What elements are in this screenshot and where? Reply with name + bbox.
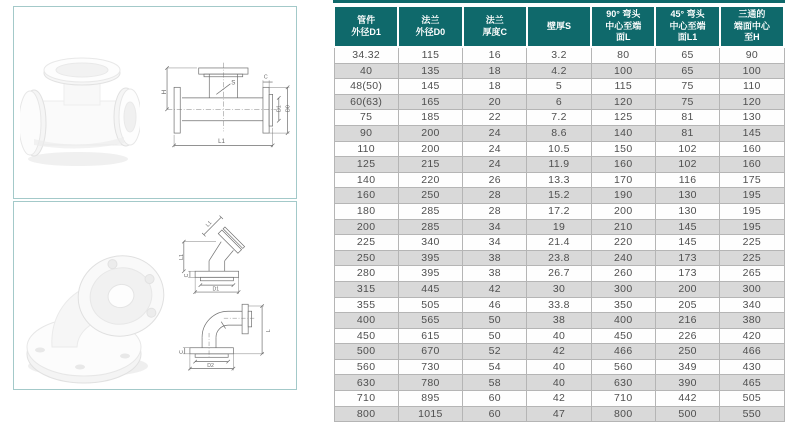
table-cell: 24 xyxy=(463,157,527,173)
table-cell: 60 xyxy=(463,406,527,422)
table-cell: 185 xyxy=(398,110,462,126)
table-cell: 120 xyxy=(720,94,784,110)
table-row xyxy=(334,266,784,282)
table-cell: 565 xyxy=(398,313,462,329)
table-cell: 60 xyxy=(463,391,527,407)
table-cell: 195 xyxy=(720,188,784,204)
table-cell: 505 xyxy=(720,391,784,407)
table-row xyxy=(334,188,784,204)
table-cell: 81 xyxy=(655,125,719,141)
table-cell: 13.3 xyxy=(527,172,591,188)
table-cell: 349 xyxy=(655,359,719,375)
table-cell: 38 xyxy=(463,250,527,266)
table-cell: 1015 xyxy=(398,406,462,422)
table-row xyxy=(334,157,784,173)
table-cell: 195 xyxy=(720,219,784,235)
table-cell: 670 xyxy=(398,344,462,360)
table-row xyxy=(334,79,784,95)
table-cell: 466 xyxy=(591,344,655,360)
table-cell: 170 xyxy=(591,172,655,188)
table-row xyxy=(334,125,784,141)
table-cell: 16 xyxy=(463,47,527,63)
table-cell: 450 xyxy=(591,328,655,344)
table-cell: 315 xyxy=(334,281,398,297)
table-cell: 3.2 xyxy=(527,47,591,63)
table-cell: 205 xyxy=(655,297,719,313)
table-cell: 24 xyxy=(463,125,527,141)
table-cell: 220 xyxy=(591,235,655,251)
table-cell: 140 xyxy=(334,172,398,188)
table-cell: 200 xyxy=(591,203,655,219)
table-cell: 40 xyxy=(527,375,591,391)
dim-label-s: S xyxy=(231,79,236,87)
table-cell: 18 xyxy=(463,63,527,79)
table-cell: 350 xyxy=(591,297,655,313)
table-cell: 780 xyxy=(398,375,462,391)
spec-table xyxy=(333,0,785,422)
table-cell: 102 xyxy=(655,157,719,173)
dim-label-c: C xyxy=(263,74,268,81)
table-cell: 90 xyxy=(720,47,784,63)
elbow-drawings xyxy=(176,206,276,386)
table-cell: 75 xyxy=(334,110,398,126)
table-row xyxy=(334,391,784,407)
dim-label-c90: C xyxy=(178,350,185,354)
table-cell: 11.9 xyxy=(527,157,591,173)
dim-label-h: H xyxy=(161,89,169,95)
dim-label-d2: D2 xyxy=(207,362,214,369)
table-cell: 60(63) xyxy=(334,94,398,110)
table-cell: 210 xyxy=(591,219,655,235)
table-cell: 340 xyxy=(720,297,784,313)
table-cell: 225 xyxy=(334,235,398,251)
table-cell: 630 xyxy=(591,375,655,391)
table-cell: 160 xyxy=(720,157,784,173)
table-cell: 52 xyxy=(463,344,527,360)
table-cell: 102 xyxy=(655,141,719,157)
table-cell: 81 xyxy=(655,110,719,126)
table-cell: 420 xyxy=(720,328,784,344)
table-cell: 125 xyxy=(334,157,398,173)
table-cell: 390 xyxy=(655,375,719,391)
table-cell: 33.8 xyxy=(527,297,591,313)
table-cell: 65 xyxy=(655,63,719,79)
table-cell: 130 xyxy=(655,188,719,204)
table-row xyxy=(334,359,784,375)
table-cell: 5 xyxy=(527,79,591,95)
table-cell: 15.2 xyxy=(527,188,591,204)
table-cell: 710 xyxy=(591,391,655,407)
table-cell: 21.4 xyxy=(527,235,591,251)
table-row xyxy=(334,344,784,360)
table-cell: 110 xyxy=(720,79,784,95)
table-cell: 800 xyxy=(591,406,655,422)
table-cell: 18 xyxy=(463,79,527,95)
table-cell: 17.2 xyxy=(527,203,591,219)
table-cell: 4.2 xyxy=(527,63,591,79)
table-cell: 165 xyxy=(398,94,462,110)
table-cell: 450 xyxy=(334,328,398,344)
column-header: 45° 弯头 中心至端 面L1 xyxy=(655,6,719,47)
column-header: 法兰 外径D0 xyxy=(398,6,462,47)
table-row xyxy=(334,406,784,422)
table-cell: 395 xyxy=(398,266,462,282)
table-cell: 26 xyxy=(463,172,527,188)
table-cell: 40 xyxy=(527,359,591,375)
table-cell: 130 xyxy=(720,110,784,126)
table-cell: 466 xyxy=(720,344,784,360)
table-cell: 50 xyxy=(463,313,527,329)
table-cell: 200 xyxy=(398,125,462,141)
column-header: 壁厚S xyxy=(527,6,591,47)
table-cell: 615 xyxy=(398,328,462,344)
dim-label-d1-45: D1 xyxy=(212,286,220,293)
table-cell: 250 xyxy=(334,250,398,266)
table-cell: 65 xyxy=(655,47,719,63)
table-cell: 430 xyxy=(720,359,784,375)
table-cell: 285 xyxy=(398,219,462,235)
table-cell: 110 xyxy=(334,141,398,157)
table-cell: 145 xyxy=(720,125,784,141)
table-cell: 160 xyxy=(720,141,784,157)
table-cell: 300 xyxy=(591,281,655,297)
table-cell: 54 xyxy=(463,359,527,375)
table-row xyxy=(334,297,784,313)
table-cell: 47 xyxy=(527,406,591,422)
table-cell: 260 xyxy=(591,266,655,282)
table-cell: 115 xyxy=(398,47,462,63)
table-cell: 10.5 xyxy=(527,141,591,157)
table-cell: 285 xyxy=(398,203,462,219)
table-cell: 280 xyxy=(334,266,398,282)
table-cell: 226 xyxy=(655,328,719,344)
table-cell: 135 xyxy=(398,63,462,79)
table-cell: 400 xyxy=(334,313,398,329)
table-cell: 250 xyxy=(398,188,462,204)
column-header: 法兰 厚度C xyxy=(463,6,527,47)
dim-label-l1-vertical: L1 xyxy=(178,254,185,260)
table-cell: 200 xyxy=(398,141,462,157)
table-row xyxy=(334,281,784,297)
table-cell: 300 xyxy=(720,281,784,297)
table-cell: 560 xyxy=(591,359,655,375)
table-cell: 445 xyxy=(398,281,462,297)
table-cell: 500 xyxy=(334,344,398,360)
table-cell: 442 xyxy=(655,391,719,407)
table-cell: 38 xyxy=(527,313,591,329)
table-cell: 46 xyxy=(463,297,527,313)
table-cell: 24 xyxy=(463,141,527,157)
table-cell: 225 xyxy=(720,250,784,266)
table-cell: 195 xyxy=(720,203,784,219)
table-cell: 895 xyxy=(398,391,462,407)
table-row xyxy=(334,235,784,251)
table-row xyxy=(334,203,784,219)
spec-table-body xyxy=(334,47,784,422)
table-row xyxy=(334,313,784,329)
table-cell: 28 xyxy=(463,188,527,204)
table-row xyxy=(334,172,784,188)
dim-label-d0: D0 xyxy=(285,105,292,112)
table-cell: 180 xyxy=(334,203,398,219)
table-cell: 40 xyxy=(527,328,591,344)
table-row xyxy=(334,63,784,79)
table-cell: 160 xyxy=(591,157,655,173)
table-cell: 400 xyxy=(591,313,655,329)
table-cell: 125 xyxy=(591,110,655,126)
table-cell: 34 xyxy=(463,219,527,235)
table-cell: 42 xyxy=(527,344,591,360)
table-cell: 28 xyxy=(463,203,527,219)
table-cell: 560 xyxy=(334,359,398,375)
dim-label-l1: L1 xyxy=(218,137,225,145)
table-cell: 48(50) xyxy=(334,79,398,95)
tee-drawing xyxy=(160,55,292,161)
table-cell: 6 xyxy=(527,94,591,110)
table-cell: 380 xyxy=(720,313,784,329)
table-cell: 75 xyxy=(655,79,719,95)
dim-label-l1-incline: L1 xyxy=(204,220,214,229)
table-cell: 115 xyxy=(591,79,655,95)
table-cell: 710 xyxy=(334,391,398,407)
table-cell: 7.2 xyxy=(527,110,591,126)
table-cell: 80 xyxy=(591,47,655,63)
dim-label-d1: D1 xyxy=(276,105,283,112)
table-cell: 8.6 xyxy=(527,125,591,141)
table-cell: 120 xyxy=(591,94,655,110)
table-cell: 23.8 xyxy=(527,250,591,266)
table-row xyxy=(334,250,784,266)
table-cell: 20 xyxy=(463,94,527,110)
table-cell: 355 xyxy=(334,297,398,313)
table-row xyxy=(334,328,784,344)
table-cell: 40 xyxy=(334,63,398,79)
table-row xyxy=(334,375,784,391)
table-cell: 50 xyxy=(463,328,527,344)
table-cell: 100 xyxy=(720,63,784,79)
table-cell: 130 xyxy=(655,203,719,219)
table-cell: 250 xyxy=(655,344,719,360)
table-cell: 220 xyxy=(398,172,462,188)
column-header: 管件 外径D1 xyxy=(334,6,398,47)
table-cell: 26.7 xyxy=(527,266,591,282)
table-cell: 340 xyxy=(398,235,462,251)
table-cell: 190 xyxy=(591,188,655,204)
table-cell: 145 xyxy=(398,79,462,95)
table-top-strip xyxy=(333,0,785,3)
column-header: 90° 弯头 中心至端 面L xyxy=(591,6,655,47)
table-cell: 173 xyxy=(655,266,719,282)
dim-label-l90: L xyxy=(265,329,272,333)
dim-label-c45: C xyxy=(184,273,191,278)
spec-table-header-row xyxy=(334,6,784,47)
table-cell: 150 xyxy=(591,141,655,157)
table-cell: 30 xyxy=(527,281,591,297)
table-cell: 34.32 xyxy=(334,47,398,63)
table-cell: 116 xyxy=(655,172,719,188)
table-row xyxy=(334,219,784,235)
table-cell: 730 xyxy=(398,359,462,375)
spec-table-grid xyxy=(333,5,785,422)
table-row xyxy=(334,94,784,110)
tee-photo xyxy=(20,53,140,171)
tee-panel xyxy=(13,6,297,199)
table-cell: 145 xyxy=(655,235,719,251)
table-cell: 200 xyxy=(334,219,398,235)
table-cell: 173 xyxy=(655,250,719,266)
table-cell: 550 xyxy=(720,406,784,422)
table-cell: 75 xyxy=(655,94,719,110)
table-cell: 225 xyxy=(720,235,784,251)
table-cell: 160 xyxy=(334,188,398,204)
elbow-photo xyxy=(22,234,167,386)
table-cell: 200 xyxy=(655,281,719,297)
elbow-panel xyxy=(13,201,297,390)
table-cell: 215 xyxy=(398,157,462,173)
table-cell: 34 xyxy=(463,235,527,251)
table-cell: 19 xyxy=(527,219,591,235)
column-header: 三通的 端面中心 至H xyxy=(720,6,784,47)
table-cell: 395 xyxy=(398,250,462,266)
table-cell: 42 xyxy=(527,391,591,407)
table-row xyxy=(334,141,784,157)
table-cell: 100 xyxy=(591,63,655,79)
table-cell: 505 xyxy=(398,297,462,313)
table-cell: 42 xyxy=(463,281,527,297)
table-cell: 90 xyxy=(334,125,398,141)
elbow90-drawing xyxy=(179,304,272,370)
elbow45-drawing xyxy=(179,216,245,294)
table-cell: 500 xyxy=(655,406,719,422)
table-cell: 216 xyxy=(655,313,719,329)
table-cell: 240 xyxy=(591,250,655,266)
table-cell: 38 xyxy=(463,266,527,282)
table-row xyxy=(334,110,784,126)
table-cell: 58 xyxy=(463,375,527,391)
table-cell: 630 xyxy=(334,375,398,391)
table-cell: 265 xyxy=(720,266,784,282)
table-cell: 175 xyxy=(720,172,784,188)
table-row xyxy=(334,47,784,63)
table-cell: 140 xyxy=(591,125,655,141)
table-cell: 465 xyxy=(720,375,784,391)
table-cell: 22 xyxy=(463,110,527,126)
table-cell: 800 xyxy=(334,406,398,422)
table-cell: 145 xyxy=(655,219,719,235)
